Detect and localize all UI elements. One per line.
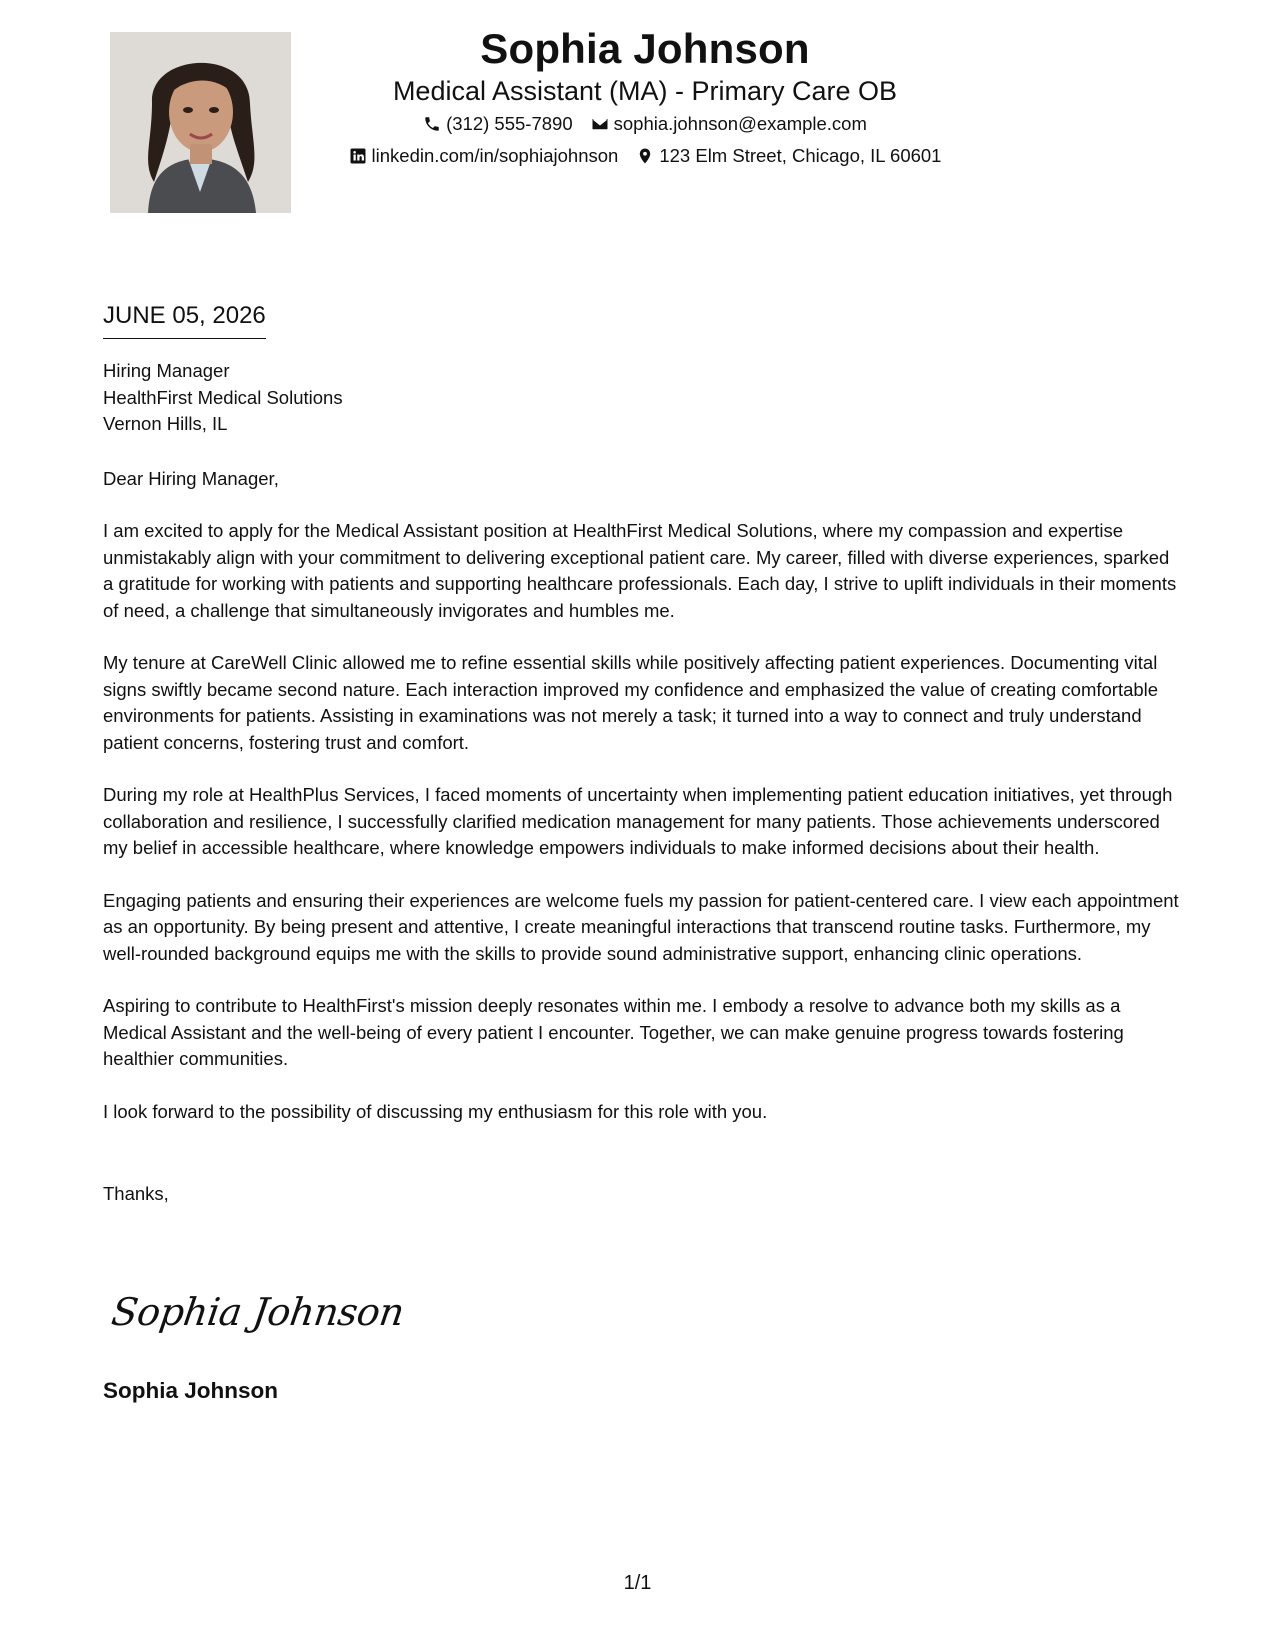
portrait-illustration <box>110 32 291 213</box>
salutation: Dear Hiring Manager, <box>103 467 279 489</box>
recipient-block <box>103 358 1183 438</box>
map-pin-icon <box>636 147 654 165</box>
page-number: 1/1 <box>623 1572 652 1594</box>
email-text: sophia.johnson@example.com <box>613 113 867 134</box>
profile-photo <box>110 32 291 213</box>
signature: Sophia Johnson <box>108 1290 407 1334</box>
job-title: Medical Assistant (MA) - Primary Care OB <box>392 76 898 106</box>
applicant-name: Sophia Johnson <box>480 25 810 72</box>
header <box>300 22 990 172</box>
contact-row-2 <box>300 140 990 172</box>
linkedin-text: linkedin.com/in/sophiajohnson <box>371 145 619 166</box>
phone-text: (312) 555-7890 <box>446 113 573 134</box>
closing: Thanks, <box>103 1183 169 1204</box>
address-text: 123 Elm Street, Chicago, IL 60601 <box>659 145 942 166</box>
recipient-location: Vernon Hills, IL <box>103 413 228 434</box>
signer-name: Sophia Johnson <box>103 1378 279 1403</box>
contact-row-1 <box>300 108 990 140</box>
envelope-icon <box>591 115 609 133</box>
paragraph: My tenure at CareWell Clinic allowed me to refine essential skills while positively affecting patient experiences. Documenting vital signs swiftly became second nature. Each interaction improved my confidence and emphasized the value of creating comfortable environments for patients. Assisting in examinations was not merely a task; it turned into a way to connect and truly understand patient concerns, fostering trust and comfort. <box>103 652 1159 753</box>
paragraph: I am excited to apply for the Medical Assistant position at HealthFirst Medical Solutions, where my compassion and expertise unmistakably align with your commitment to delivering exceptional patient care. My career, filled with diverse experiences, sparked a gratitude for working with patients and supporting healthcare professionals. Each day, I strive to uplift individuals in their moments of need, a challenge that simultaneously invigorates and humbles me. <box>103 520 1177 621</box>
paragraph: During my role at HealthPlus Services, I faced moments of uncertainty when implementing patient education initiatives, yet through collaboration and resilience, I successfully clarified medication management for many patients. Those achievements underscored my belief in accessible healthcare, where knowledge empowers individuals to make informed decisions about their health. <box>103 784 1173 858</box>
paragraph: Aspiring to contribute to HealthFirst's mission deeply resonates within me. I embody a resolve to advance both my skills as a Medical Assistant and the well-being of every patient I encounter. Together, we can make genuine progress towards fostering healthier communities. <box>103 995 1124 1069</box>
letter-body <box>103 358 1183 1208</box>
paragraph: Engaging patients and ensuring their experiences are welcome fuels my passion for patient-centered care. I view each appointment as an opportunity. By being present and attentive, I create meaningful interactions that transcend routine tasks. Furthermore, my well-rounded background equips me with the skills to provide sound administrative support, enhancing clinic operations. <box>103 889 1179 964</box>
address-contact <box>636 140 941 172</box>
phone-icon <box>423 115 441 133</box>
letter-date: JUNE 05, 2026 <box>103 300 266 339</box>
recipient-company: HealthFirst Medical Solutions <box>103 386 343 408</box>
paragraph: I look forward to the possibility of discussing my enthusiasm for this role with you. <box>103 1100 768 1122</box>
recipient-name: Hiring Manager <box>103 360 230 381</box>
linkedin-contact[interactable] <box>349 140 619 172</box>
phone-contact[interactable] <box>423 108 573 140</box>
email-contact[interactable] <box>591 108 867 140</box>
linkedin-icon <box>349 147 367 165</box>
